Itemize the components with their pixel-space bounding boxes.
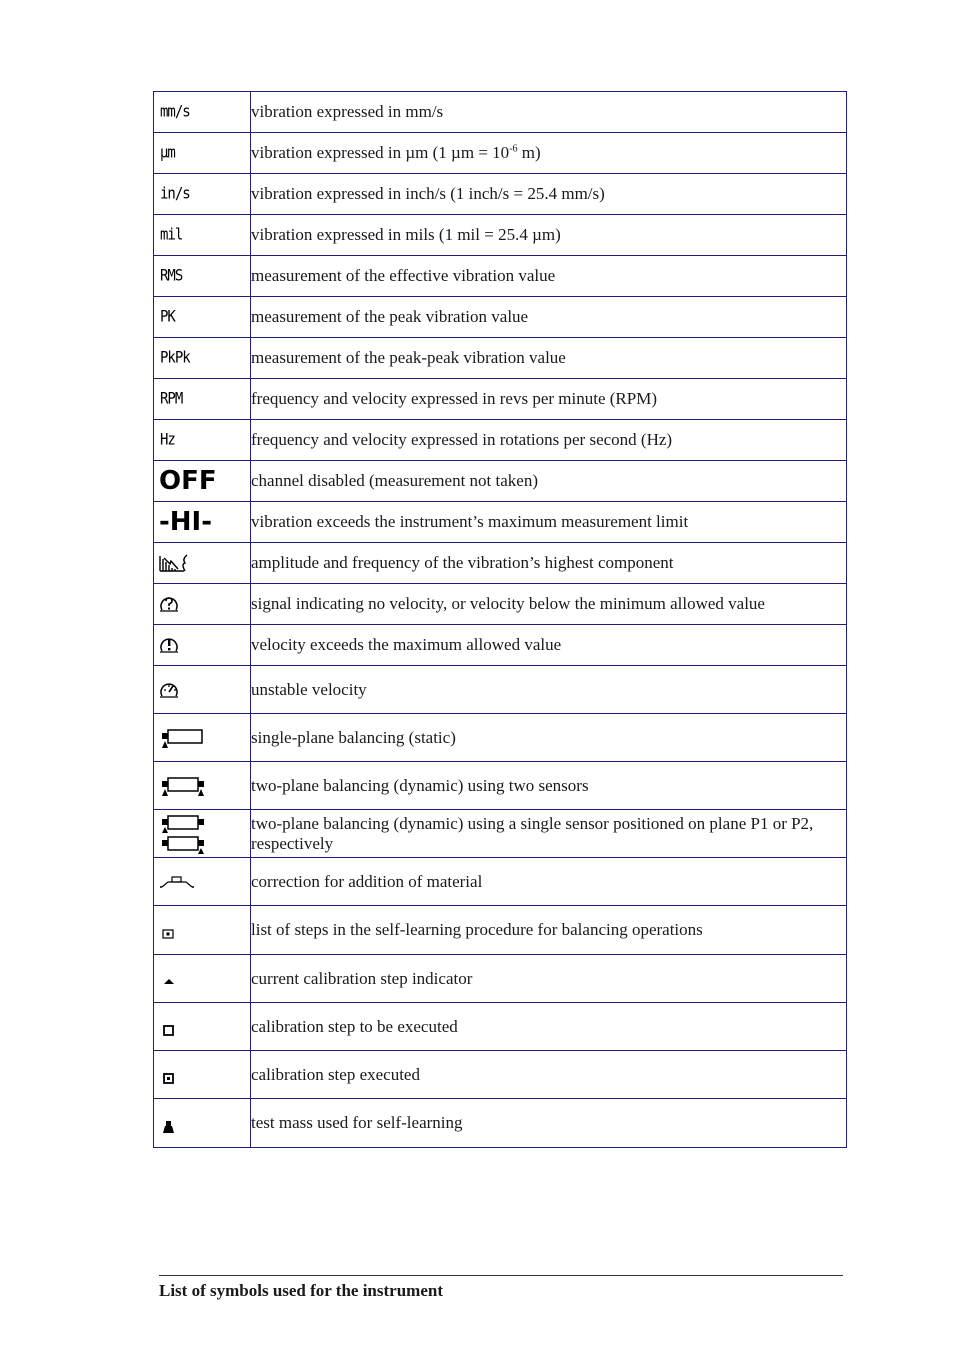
table-row — [154, 666, 847, 714]
table-row — [154, 174, 847, 215]
description-cell: measurement of the effective vibration value — [251, 256, 847, 297]
symbol-cell — [154, 215, 251, 256]
symbol-cell — [154, 256, 251, 297]
mm-per-s-symbol: mm/s — [160, 102, 190, 122]
rms-symbol: RMS — [160, 266, 183, 286]
triangle-indicator-icon — [158, 974, 178, 990]
symbol-cell — [154, 297, 251, 338]
description-cell: two-plane balancing (dynamic) using two sensors — [251, 762, 847, 810]
symbol-cell — [154, 906, 251, 955]
add-material-icon — [158, 874, 198, 890]
description-cell: current calibration step indicator — [251, 955, 847, 1003]
question-icon — [158, 595, 180, 613]
steps-list-icon — [158, 926, 178, 942]
two-plane-two-sensor-icon — [158, 775, 210, 797]
table-row — [154, 502, 847, 543]
table-row — [154, 810, 847, 858]
symbol-cell — [154, 858, 251, 906]
table-row — [154, 1051, 847, 1099]
symbol-cell — [154, 502, 251, 543]
description-cell: unstable velocity — [251, 666, 847, 714]
description-cell: vibration expressed in mils (1 mil = 25.4 µm) — [251, 215, 847, 256]
description-cell: list of steps in the self-learning procedure for balancing operations — [251, 906, 847, 955]
table-row — [154, 92, 847, 133]
micrometer-symbol: µm — [160, 143, 175, 163]
pk-symbol: PK — [160, 307, 175, 327]
gauge-icon — [158, 681, 180, 699]
symbol-cell — [154, 1099, 251, 1148]
table-row — [154, 215, 847, 256]
table-row — [154, 256, 847, 297]
description-cell: test mass used for self-learning — [251, 1099, 847, 1148]
description-cell: velocity exceeds the maximum allowed value — [251, 625, 847, 666]
exclamation-icon — [158, 636, 180, 654]
exponent: -6 — [509, 143, 518, 155]
symbol-cell — [154, 133, 251, 174]
pkpk-symbol: PkPk — [160, 348, 190, 368]
description-cell: vibration exceeds the instrument’s maximum measurement limit — [251, 502, 847, 543]
footer-title: List of symbols used for the instrument — [159, 1281, 443, 1300]
table-row — [154, 297, 847, 338]
symbol-cell — [154, 625, 251, 666]
description-cell: channel disabled (measurement not taken) — [251, 461, 847, 502]
mil-symbol: mil — [160, 225, 183, 245]
symbol-cell — [154, 955, 251, 1003]
description-cell: single-plane balancing (static) — [251, 714, 847, 762]
table-row — [154, 1003, 847, 1051]
symbol-cell — [154, 543, 251, 584]
table-row — [154, 338, 847, 379]
test-mass-icon — [158, 1118, 178, 1136]
table-row — [154, 420, 847, 461]
symbol-cell — [154, 762, 251, 810]
spectrum-icon — [158, 553, 190, 573]
symbol-cell — [154, 810, 251, 858]
description-cell: calibration step executed — [251, 1051, 847, 1099]
symbol-cell — [154, 174, 251, 215]
table-row — [154, 133, 847, 174]
description-cell: amplitude and frequency of the vibration’s highest component — [251, 543, 847, 584]
description-cell: signal indicating no velocity, or velocity below the minimum allowed value — [251, 584, 847, 625]
table-row — [154, 584, 847, 625]
filled-square-icon — [158, 1070, 178, 1086]
description-cell: vibration expressed in inch/s (1 inch/s = 25.4 mm/s) — [251, 174, 847, 215]
symbol-cell — [154, 714, 251, 762]
description-text: m) — [517, 143, 541, 162]
description-cell: two-plane balancing (dynamic) using a single sensor positioned on plane P1 or P2, respectively — [251, 810, 847, 858]
rpm-symbol: RPM — [160, 389, 183, 409]
symbol-cell — [154, 92, 251, 133]
symbol-cell — [154, 338, 251, 379]
description-cell: vibration expressed in mm/s — [251, 92, 847, 133]
hi-symbol: -HI- — [159, 507, 213, 537]
table-row — [154, 714, 847, 762]
symbol-cell — [154, 1051, 251, 1099]
table-row — [154, 762, 847, 810]
description-cell: measurement of the peak-peak vibration value — [251, 338, 847, 379]
empty-square-icon — [158, 1022, 178, 1038]
single-plane-icon — [158, 727, 204, 749]
hz-symbol: Hz — [160, 430, 175, 450]
symbol-cell — [154, 379, 251, 420]
symbol-cell — [154, 1003, 251, 1051]
description-cell: frequency and velocity expressed in revs per minute (RPM) — [251, 379, 847, 420]
description-cell — [251, 133, 847, 174]
description-cell: measurement of the peak vibration value — [251, 297, 847, 338]
description-cell: frequency and velocity expressed in rotations per second (Hz) — [251, 420, 847, 461]
table-row — [154, 858, 847, 906]
table-row — [154, 461, 847, 502]
description-text: vibration expressed in µm (1 µm = 10 — [251, 143, 510, 162]
table-row — [154, 955, 847, 1003]
table-row — [154, 379, 847, 420]
description-cell: correction for addition of material — [251, 858, 847, 906]
table-row — [154, 1099, 847, 1148]
inch-per-s-symbol: in/s — [160, 184, 190, 204]
table-row — [154, 625, 847, 666]
footer-divider — [159, 1275, 843, 1276]
symbols-table — [153, 91, 847, 1148]
two-plane-single-sensor-icon — [158, 813, 210, 855]
table-row — [154, 543, 847, 584]
symbol-cell — [154, 461, 251, 502]
symbol-cell — [154, 584, 251, 625]
description-cell: calibration step to be executed — [251, 1003, 847, 1051]
symbol-cell — [154, 666, 251, 714]
table-row — [154, 906, 847, 955]
off-symbol: OFF — [159, 466, 217, 496]
symbol-cell — [154, 420, 251, 461]
